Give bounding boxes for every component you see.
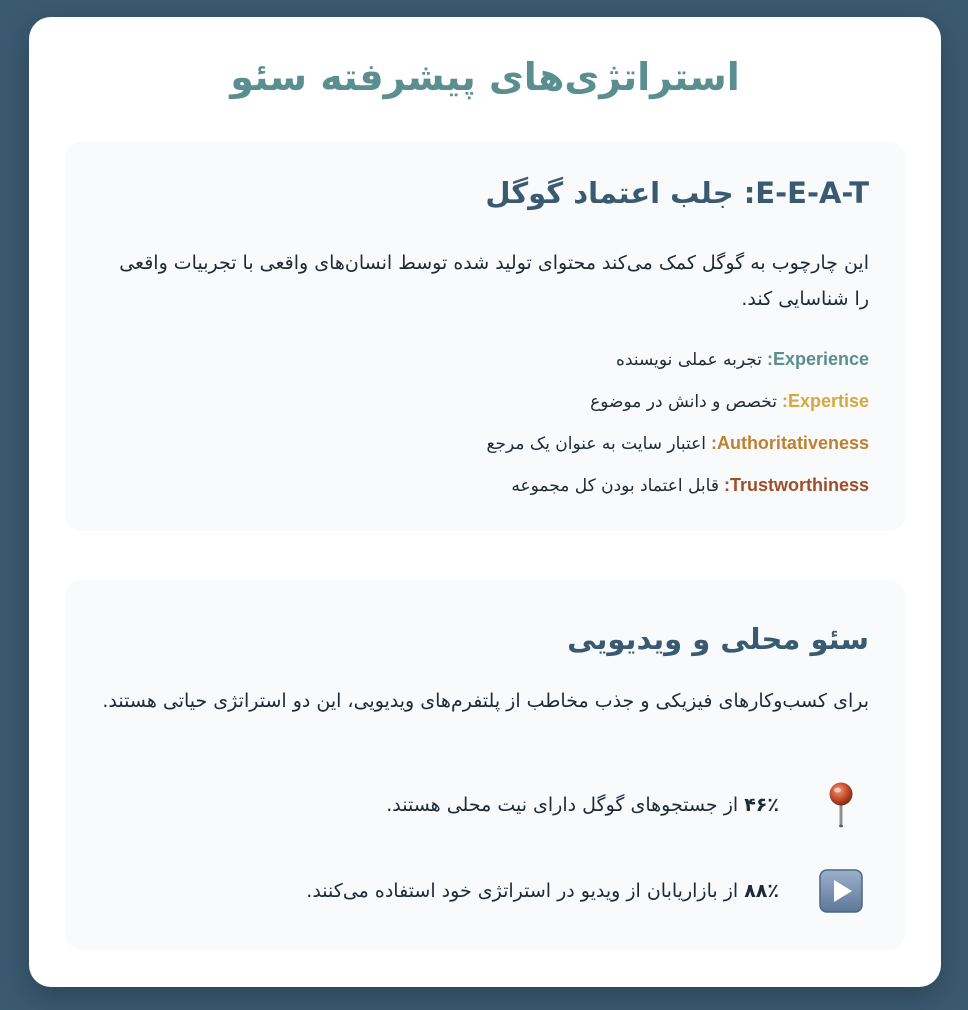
pillar-separator: : xyxy=(718,475,730,495)
local-video-seo-section xyxy=(65,580,905,950)
pushpin-icon xyxy=(813,780,869,830)
stats-list xyxy=(101,780,869,952)
pillar-expertise xyxy=(101,380,869,422)
local-title: سئو محلی و ویدیویی xyxy=(567,622,869,656)
stat-number: ۸۸٪ xyxy=(744,880,779,902)
eeat-title: E-E-A-T: جلب اعتماد گوگل xyxy=(485,176,869,210)
eeat-section xyxy=(65,142,905,531)
pillar-desc: اعتبار سایت به عنوان یک مرجع xyxy=(486,434,706,454)
pillar-term: Trustworthiness xyxy=(729,475,869,495)
pillar-term: Authoritativeness xyxy=(716,433,869,453)
stat-description: از بازاریابان از ویدیو در استراتژی خود استفاده می‌کنند. xyxy=(306,880,745,902)
stat-video-marketing xyxy=(101,866,869,916)
pillar-separator: : xyxy=(761,349,773,369)
play-button-icon xyxy=(813,866,869,916)
pillar-experience xyxy=(101,338,869,380)
pillar-term: Expertise xyxy=(787,391,869,411)
pillar-desc: قابل اعتماد بودن کل مجموعه xyxy=(511,476,719,496)
stat-number: ۴۶٪ xyxy=(744,794,779,816)
local-description: برای کسب‌وکارهای فیزیکی و جذب مخاطب از پلتفرم‌های ویدیویی، این دو استراتژی حیاتی هستند. xyxy=(102,690,869,712)
stat-text xyxy=(386,794,779,816)
pillar-desc: تجربه عملی نویسنده xyxy=(616,350,762,370)
eeat-description: این چارچوب به گوگل کمک می‌کند محتوای تولید شده توسط انسان‌های واقعی با تجربیات واقعی را شناسایی کند. xyxy=(119,252,869,310)
stat-text xyxy=(306,880,779,902)
stat-description: از جستجوهای گوگل دارای نیت محلی هستند. xyxy=(386,794,745,816)
eeat-pillars-list xyxy=(101,338,869,506)
pillar-desc: تخصص و دانش در موضوع xyxy=(590,392,777,412)
content-card xyxy=(29,17,941,987)
pillar-separator: : xyxy=(705,433,717,453)
stat-local-search xyxy=(101,780,869,830)
pillar-authoritativeness xyxy=(101,422,869,464)
page-title: استراتژی‌های پیشرفته سئو xyxy=(230,55,740,99)
pillar-trustworthiness xyxy=(101,464,869,506)
pillar-separator: : xyxy=(776,391,788,411)
pillar-term: Experience xyxy=(772,349,869,369)
